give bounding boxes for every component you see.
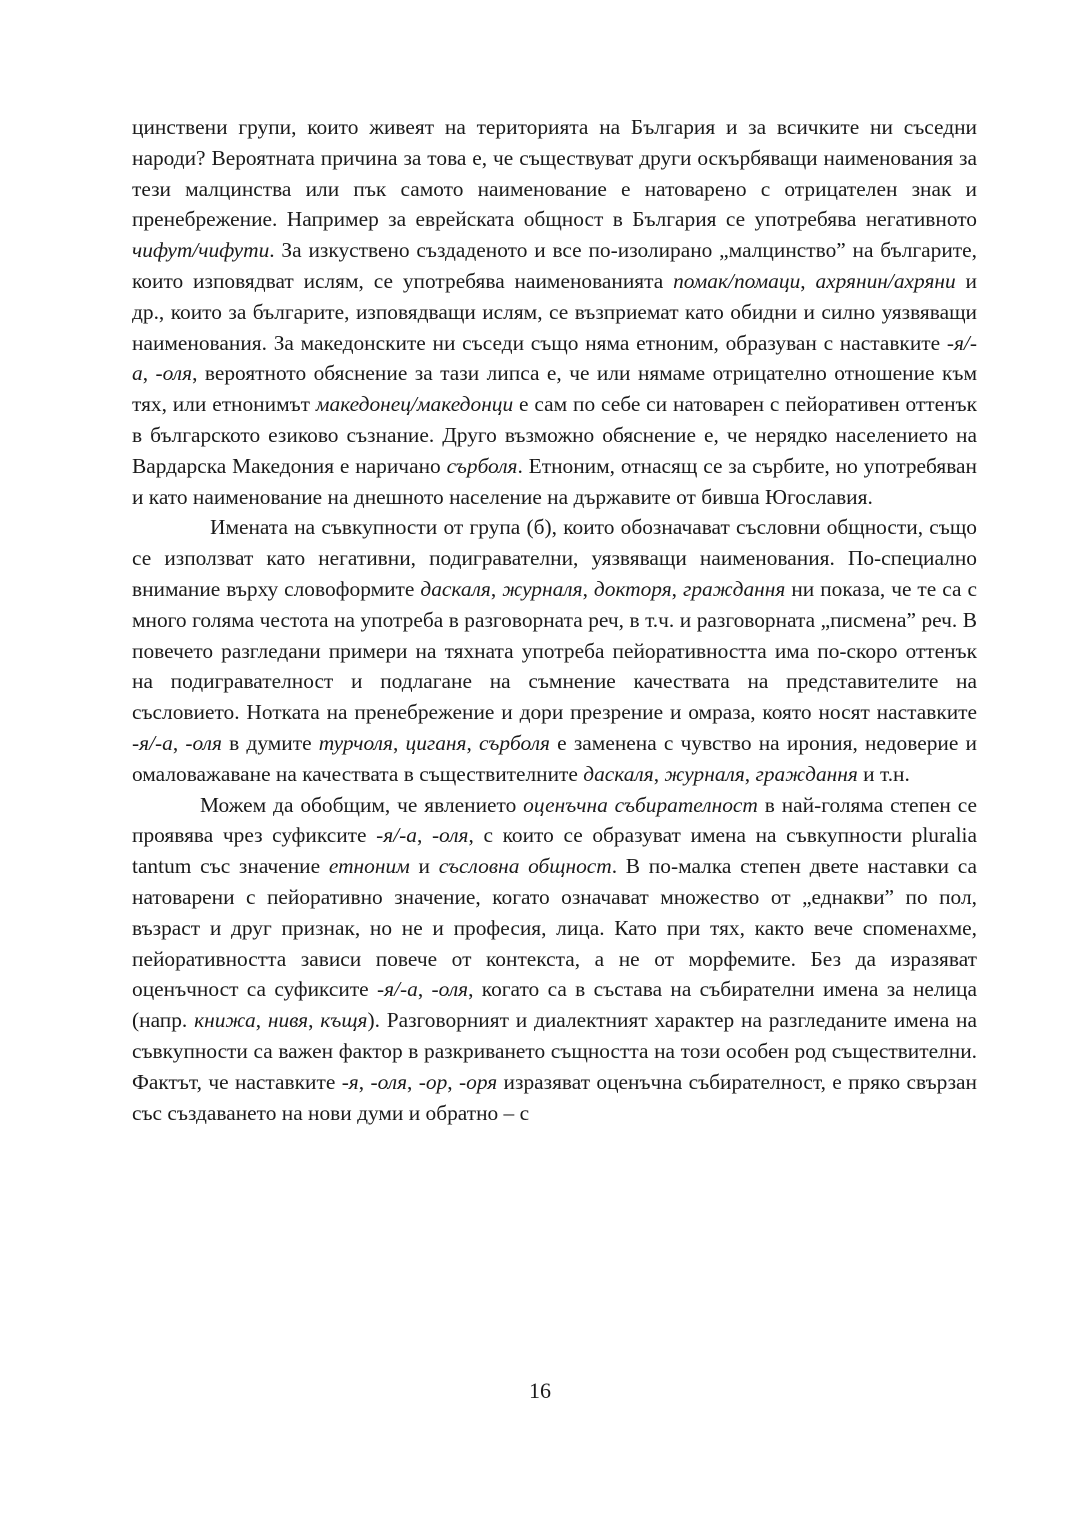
text-run: , с които се образуват имена на съвкупности pluralia tantum със значение xyxy=(132,823,977,879)
text-run: , xyxy=(172,730,186,755)
page-number: 16 xyxy=(529,1378,551,1403)
italic-term: чифут/чифути xyxy=(132,238,270,263)
italic-term: етноним xyxy=(328,854,410,879)
italic-term: сърболя xyxy=(479,730,550,755)
italic-term: граждання xyxy=(755,761,858,786)
text-run: , xyxy=(466,730,480,755)
text-run: , xyxy=(800,268,816,293)
italic-term: -оля xyxy=(185,730,222,755)
text-run: , когато са в състава на събирателни имена за нелица (напр. xyxy=(132,977,977,1033)
paragraph-2 xyxy=(132,512,977,789)
text-run: е сам по себе си натоварен с пейоративен оттенък в българското езиково съзнание. Друго възможно обяснение е, че нерядко населението на Вардарска Македония е наричано xyxy=(132,392,977,478)
text-run: , xyxy=(653,761,665,786)
text-run: . За изкуствено създаденото и все по-изолирано „малцинство” на българите, които изповядват ислям, се употребява наименованията xyxy=(132,238,977,293)
italic-term: даскаля xyxy=(583,761,654,786)
italic-term: -я/-а xyxy=(132,330,977,386)
text-run: , xyxy=(671,576,684,601)
text-run: , xyxy=(358,1069,371,1094)
text-run: ). Разговорният и диалектният характер на разгледаните имена на съвкупности са важен фактор в разкриването същността на този особен род съществителни. Фактът, че наставките xyxy=(132,1008,977,1094)
italic-term: -я/-а xyxy=(376,823,417,848)
text-run: е заменена с чувство на ирония, недоверие и омаловажаване на качествата в съществителните xyxy=(132,730,977,786)
italic-term: македонец/македонци xyxy=(315,392,514,417)
text-run: , xyxy=(308,1008,321,1033)
text-run: Можем да обобщим, че явлението xyxy=(200,792,524,817)
italic-term: -оля xyxy=(431,823,469,848)
italic-term: съсловна общност xyxy=(438,854,612,879)
text-run: , xyxy=(407,1069,419,1094)
text-run: , xyxy=(142,361,156,386)
text-run: ни показа, че те са с много голяма честота на употреба в разговорната реч, в т.ч. и разговорната „писмена” реч. В повечето разгледани примери на тяхната употреба пейоративността има по-скоро оттенък на подигравателност и подлагане на съмнение качествата на представителите на съсловието. Нотката на пренебрежение и дори презрение и омраза, която носят наставките xyxy=(132,576,977,725)
italic-term: сърболя xyxy=(446,453,518,478)
text-run: , xyxy=(582,576,594,601)
italic-term: циганя xyxy=(405,730,467,755)
text-run: , вероятното обяснение за тази липса е, че или нямаме отрицателно отношение към тях, или етнонимът xyxy=(132,361,977,417)
italic-term: -оля xyxy=(431,977,469,1002)
paragraph-3 xyxy=(132,790,977,1129)
text-run: , xyxy=(392,730,406,755)
text-run: и др., които за българите, изповядващи ислям, се възприемат като обидни и силно уязвяващи наименования. За македонските ни съседи също няма етноним, образуван с наставките xyxy=(132,268,978,355)
paragraph-1 xyxy=(132,112,977,512)
italic-term: -я/-а xyxy=(377,977,418,1002)
italic-term: -оля xyxy=(370,1069,408,1094)
body-text xyxy=(132,112,977,1128)
italic-term: -ор xyxy=(418,1069,448,1094)
italic-term: оценъчна събирателност xyxy=(523,792,758,817)
text-run: Имената на съвкупности от група (б), които обозначават съсловни общности, също се използват като негативни, подигравателни, уязвяващи наименования. По-специално внимание върху словоформите xyxy=(132,515,977,601)
text-run: , xyxy=(417,977,432,1002)
italic-term: даскаля xyxy=(420,576,491,601)
text-run: . В по-малка степен двете наставки са натоварени с пейоративно значение, когато означават множество от „еднакви” по пол, възраст и друг признак, но не и професия, лица. Като при тях, както вече споменахме, пейоративността зависи повече от контекста, а не от морфемите. Без да изразяват оценъчност са суфиксите xyxy=(132,854,977,1002)
italic-term: журналя xyxy=(664,761,745,786)
text-run: цинствени групи, които живеят на територията на България и за всичките ни съседни народи? Вероятната причина за това е, че съществуват други оскърбяващи наименования за тези малцинства или пък самото наименование е натоварено с отрицателен знак и пренебрежение. Например за еврейската общност в България се употребява негативното xyxy=(132,115,977,232)
text-run: . Етноним, отнасящ се за сърбите, но употребяван и като наименование на днешното население на държавите от бивша Югославия. xyxy=(132,453,977,509)
text-run: в най-голяма степен се проявява чрез суфиксите xyxy=(132,792,977,848)
italic-term: -я xyxy=(341,1069,359,1094)
italic-term: помак/помаци xyxy=(673,268,801,293)
text-run: , xyxy=(416,823,432,848)
text-run: в думите xyxy=(221,730,319,755)
italic-term: журналя xyxy=(502,576,583,601)
italic-term: книжа xyxy=(194,1008,256,1033)
italic-term: граждання xyxy=(683,576,786,601)
text-run: , xyxy=(490,576,503,601)
italic-term: турчоля xyxy=(318,730,393,755)
text-run: изразяват оценъчна събирателност, е пряко свързан със създаването на нови думи и обратно – с xyxy=(132,1069,977,1125)
italic-term: ахрянин/ахряни xyxy=(815,268,956,293)
text-run: и т.н. xyxy=(857,761,910,786)
italic-term: -я/-а xyxy=(132,730,173,755)
italic-term: -оря xyxy=(459,1069,498,1094)
text-run: , xyxy=(255,1008,268,1033)
italic-term: нивя xyxy=(267,1008,309,1033)
italic-term: -оля xyxy=(155,361,193,386)
text-run: , xyxy=(744,761,756,786)
text-run: и xyxy=(409,854,439,879)
italic-term: докторя xyxy=(593,576,672,601)
text-run: , xyxy=(447,1069,459,1094)
italic-term: къщя xyxy=(320,1008,368,1033)
